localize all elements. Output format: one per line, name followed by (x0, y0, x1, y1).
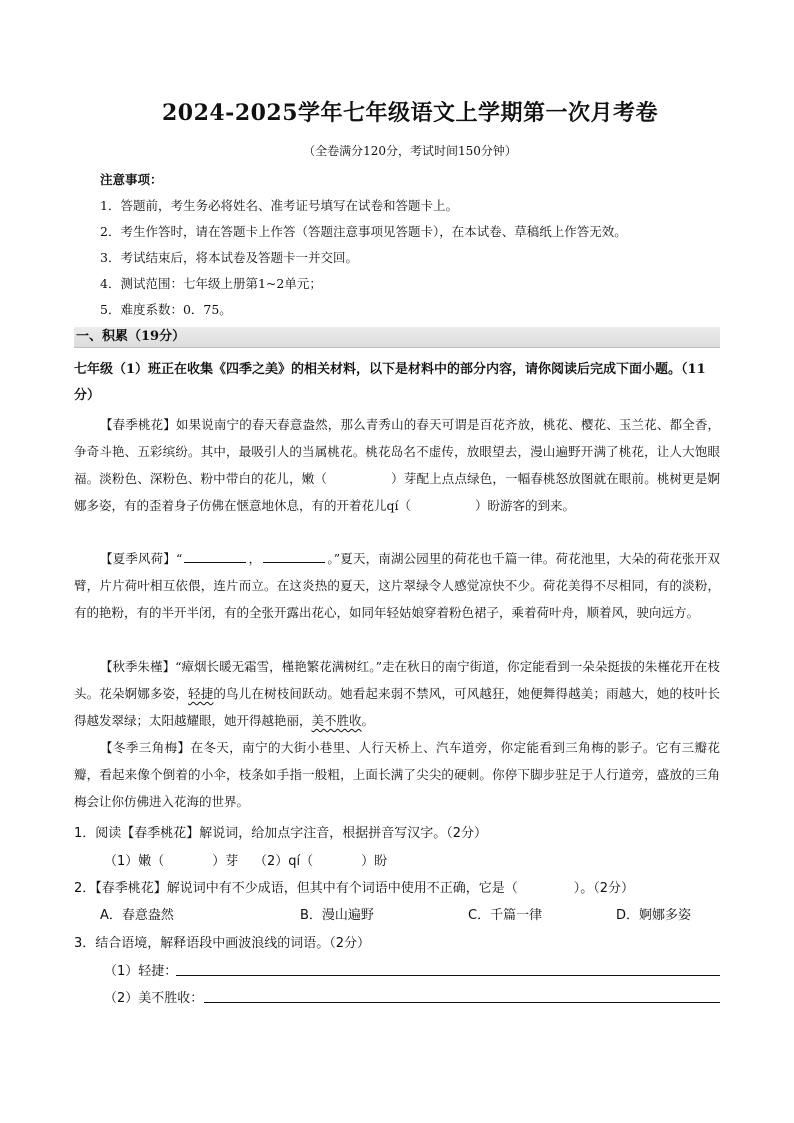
option-c[interactable]: C．千篇一律 (468, 908, 543, 923)
question-2-stem: 2．【春季桃花】解说词中有不少成语，但其中有个词语中使用不正确，它是（ ）。（2分） (74, 881, 635, 896)
notice-item: 2．考生作答时，请在答题卡上作答（答题注意事项见答题卡），在本试卷、草稿纸上作答无效。 (100, 224, 627, 239)
answer-line[interactable] (176, 975, 720, 976)
question-1-part-a: （1）嫩（ ）芽 (104, 854, 239, 869)
fill-blank-line[interactable] (184, 548, 246, 563)
wavy-word: 轻捷 (188, 686, 214, 701)
option-b[interactable]: B．漫山遍野 (300, 908, 374, 923)
question-1-stem: 1．阅读【春季桃花】解说词，给加点字注音，根据拼音写汉字。（2分） (74, 826, 488, 841)
answer-line[interactable] (204, 1002, 720, 1003)
option-d[interactable]: D．婀娜多姿 (616, 908, 692, 923)
question-1-part-b: （2）qí（ ）盼 (254, 854, 388, 869)
fill-blank-line[interactable] (263, 548, 325, 563)
paragraph-spring: 【春季桃花】如果说南宁的春天春意盎然，那么青秀山的春天可谓是百花齐放，桃花、樱花、玉兰花、都全香，争奇斗艳、五彩缤纷。其中，最吸引人的当属桃花。桃花岛名不虚传，放眼望去，漫山遍野开满了桃花，让人大饱眼福。淡粉色、深粉色、粉中带白的花儿，嫩（ ）芽配上点点绿色，一幅春桃怒放图就在眼前。桃树更是婀娜多姿，有的歪着身子仿佛在惬意地休息，有的开着花儿qí（ ）盼游客的到来。 (74, 417, 720, 513)
notice-item: 4．测试范围：七年级上册第1~2单元； (100, 276, 322, 291)
page-title: 2024-2025学年七年级语文上学期第一次月考卷 (161, 100, 659, 126)
notice-item: 5．难度系数：0．75。 (100, 302, 232, 317)
wavy-word: 美不胜收 (311, 713, 362, 728)
material-intro: 七年级（1）班正在收集《四季之美》的相关材料，以下是材料中的部分内容，请你阅读后完成下面小题。（11分） (74, 362, 706, 403)
question-3-part-a: （1）轻捷： (104, 964, 178, 979)
page-subtitle: （全卷满分120分，考试时间150分钟） (303, 144, 517, 158)
paragraph-autumn: 【秋季朱槿】“瘴烟长暖无霜雪，槿艳繁花满树红。”走在秋日的南宁街道，你定能看到一朵朵挺拔的朱槿花开在枝头。花朵婀娜多姿，轻捷的鸟儿在树枝间跃动。她看起来弱不禁风，可风越狂，她便舞得越美；雨越大，她的枝叶长得越发翠绿；太阳越耀眼，她开得越艳丽，美不胜收。 (74, 659, 720, 728)
question-3-part-b: （2）美不胜收： (104, 991, 204, 1006)
notice-item: 1．答题前，考生务必将姓名、准考证号填写在试卷和答题卡上。 (100, 198, 458, 213)
paragraph-summer: 【夏季风荷】“ ， 。”夏天，南湖公园里的荷花也千篇一律。荷花池里，大朵的荷花张开双臂，片片荷叶相互依偎，连片而立。在这炎热的夏天，这片翠绿令人感觉凉快不少。荷花美得不尽相同，有的淡粉，有的艳粉，有的半开半闭，有的全张开露出花心，如同年轻姑娘穿着粉色裙子，乘着荷叶舟，顺着风，驶向远方。 (74, 545, 720, 626)
notice-heading: 注意事项： (100, 172, 163, 187)
paragraph-winter: 【冬季三角梅】在冬天，南宁的大街小巷里、人行天桥上、汽车道旁，你定能看到三角梅的影子。它有三瓣花瓣，看起来像个倒着的小伞，枝条如手指一般粗，上面长满了尖尖的硬刺。你停下脚步驻足于人行道旁，盛放的三角梅会让你仿佛进入花海的世界。 (74, 740, 720, 809)
option-a[interactable]: A．春意盎然 (100, 908, 174, 923)
section-title: 一、积累（19分） (76, 329, 186, 344)
notice-item: 3．考试结束后，将本试卷及答题卡一并交回。 (100, 250, 358, 265)
question-3-stem: 3．结合语境，解释语段中画波浪线的词语。（2分） (74, 936, 371, 951)
